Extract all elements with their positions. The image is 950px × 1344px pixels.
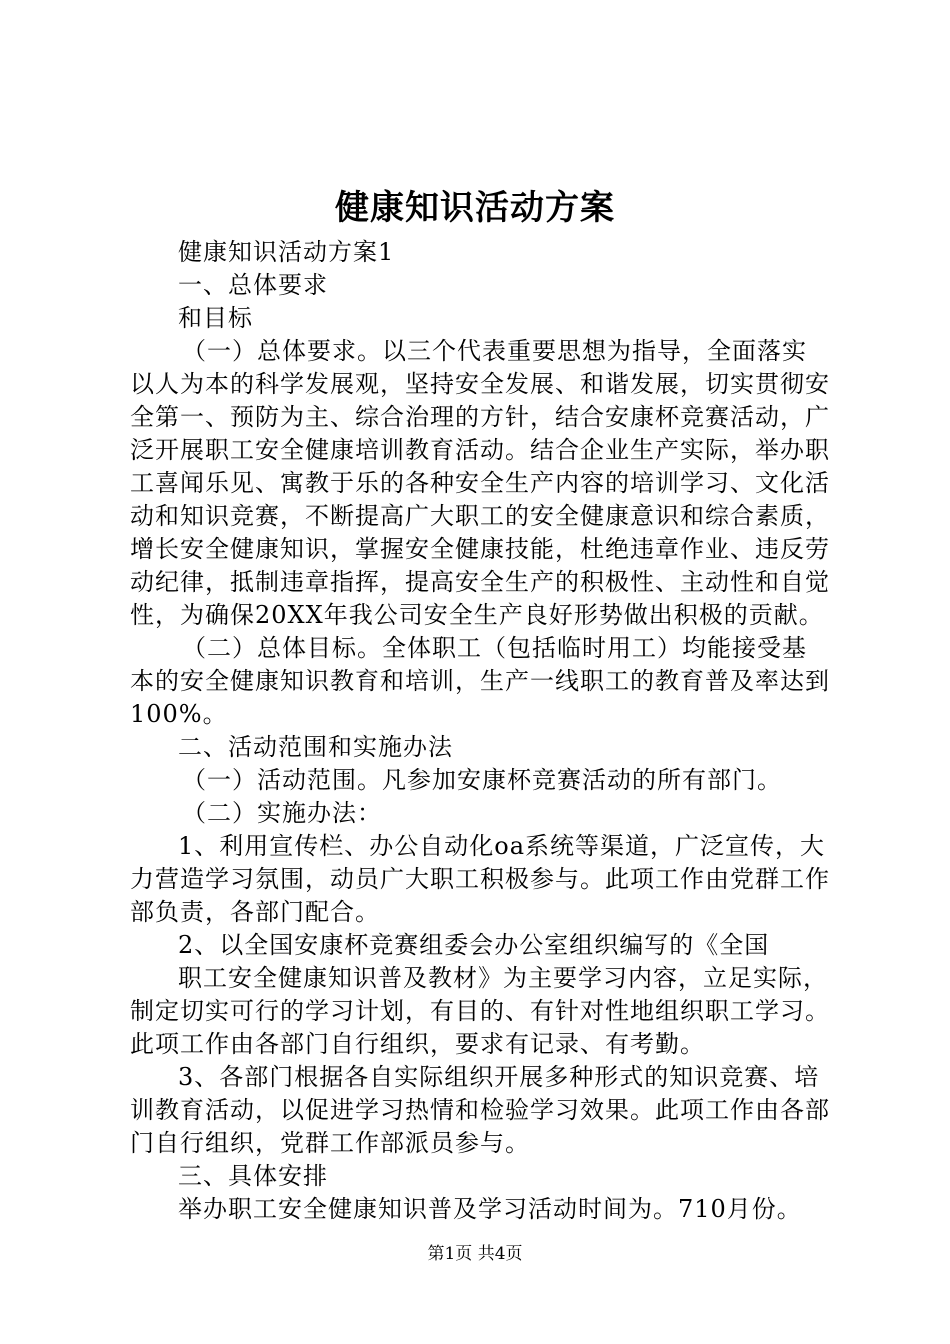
subtitle-paragraph: 健康知识活动方案1 bbox=[178, 238, 395, 266]
document-body bbox=[130, 236, 830, 1226]
paragraph-overall-requirement: （一）总体要求。以三个代表重要思想为指导，全面落实以人为本的科学发展观，坚持安全发展、和谐发展，切实贯彻安全第一、预防为主、综合治理的方针，结合安康杯竞赛活动，广泛开展职工安全健康培训教育活动。结合企业生产实际，举办职工喜闻乐见、寓教于乐的各种安全生产内容的培训学习、文化活动和知识竞赛，不断提高广大职工的安全健康意识和综合素质，增长安全健康知识，掌握安全健康技能，杜绝违章作业、违反劳动纪律，抵制违章指挥，提高安全生产的积极性、主动性和自觉性，为确保20XX年我公司安全生产良好形势做出积极的贡献。 bbox=[130, 337, 830, 629]
section-heading-1: 一、总体要求 bbox=[178, 271, 328, 299]
paragraph-activity-scope: （一）活动范围。凡参加安康杯竞赛活动的所有部门。 bbox=[182, 766, 782, 794]
section-heading-1-cont: 和目标 bbox=[178, 304, 253, 332]
list-item-1: 1、利用宣传栏、办公自动化oa系统等渠道，广泛宣传，大力营造学习氛围，动员广大职工积极参与。此项工作由党群工作部负责，各部门配合。 bbox=[130, 832, 830, 926]
list-item-3: 3、各部门根据各自实际组织开展多种形式的知识竞赛、培训教育活动，以促进学习热情和检验学习效果。此项工作由各部门自行组织，党群工作部派员参与。 bbox=[130, 1063, 830, 1157]
list-item-2-cont: 职工安全健康知识普及教材》为主要学习内容，立足实际，制定切实可行的学习计划，有目的、有针对性地组织职工学习。此项工作由各部门自行组织，要求有记录、有考勤。 bbox=[130, 964, 830, 1058]
list-item-2: 2、以全国安康杯竞赛组委会办公室组织编写的《全国 bbox=[178, 931, 770, 959]
section-heading-2: 二、活动范围和实施办法 bbox=[178, 733, 453, 761]
paragraph-implementation: （二）实施办法： bbox=[182, 799, 382, 827]
paragraph-schedule: 举办职工安全健康知识普及学习活动时间为。710月份。 bbox=[178, 1195, 802, 1223]
document-title: 健康知识活动方案 bbox=[335, 188, 615, 228]
page-footer: 第1页 共4页 bbox=[427, 1244, 523, 1264]
section-heading-3: 三、具体安排 bbox=[178, 1162, 328, 1190]
paragraph-overall-goal: （二）总体目标。全体职工（包括临时用工）均能接受基本的安全健康知识教育和培训，生产一线职工的教育普及率达到100%。 bbox=[130, 634, 830, 728]
